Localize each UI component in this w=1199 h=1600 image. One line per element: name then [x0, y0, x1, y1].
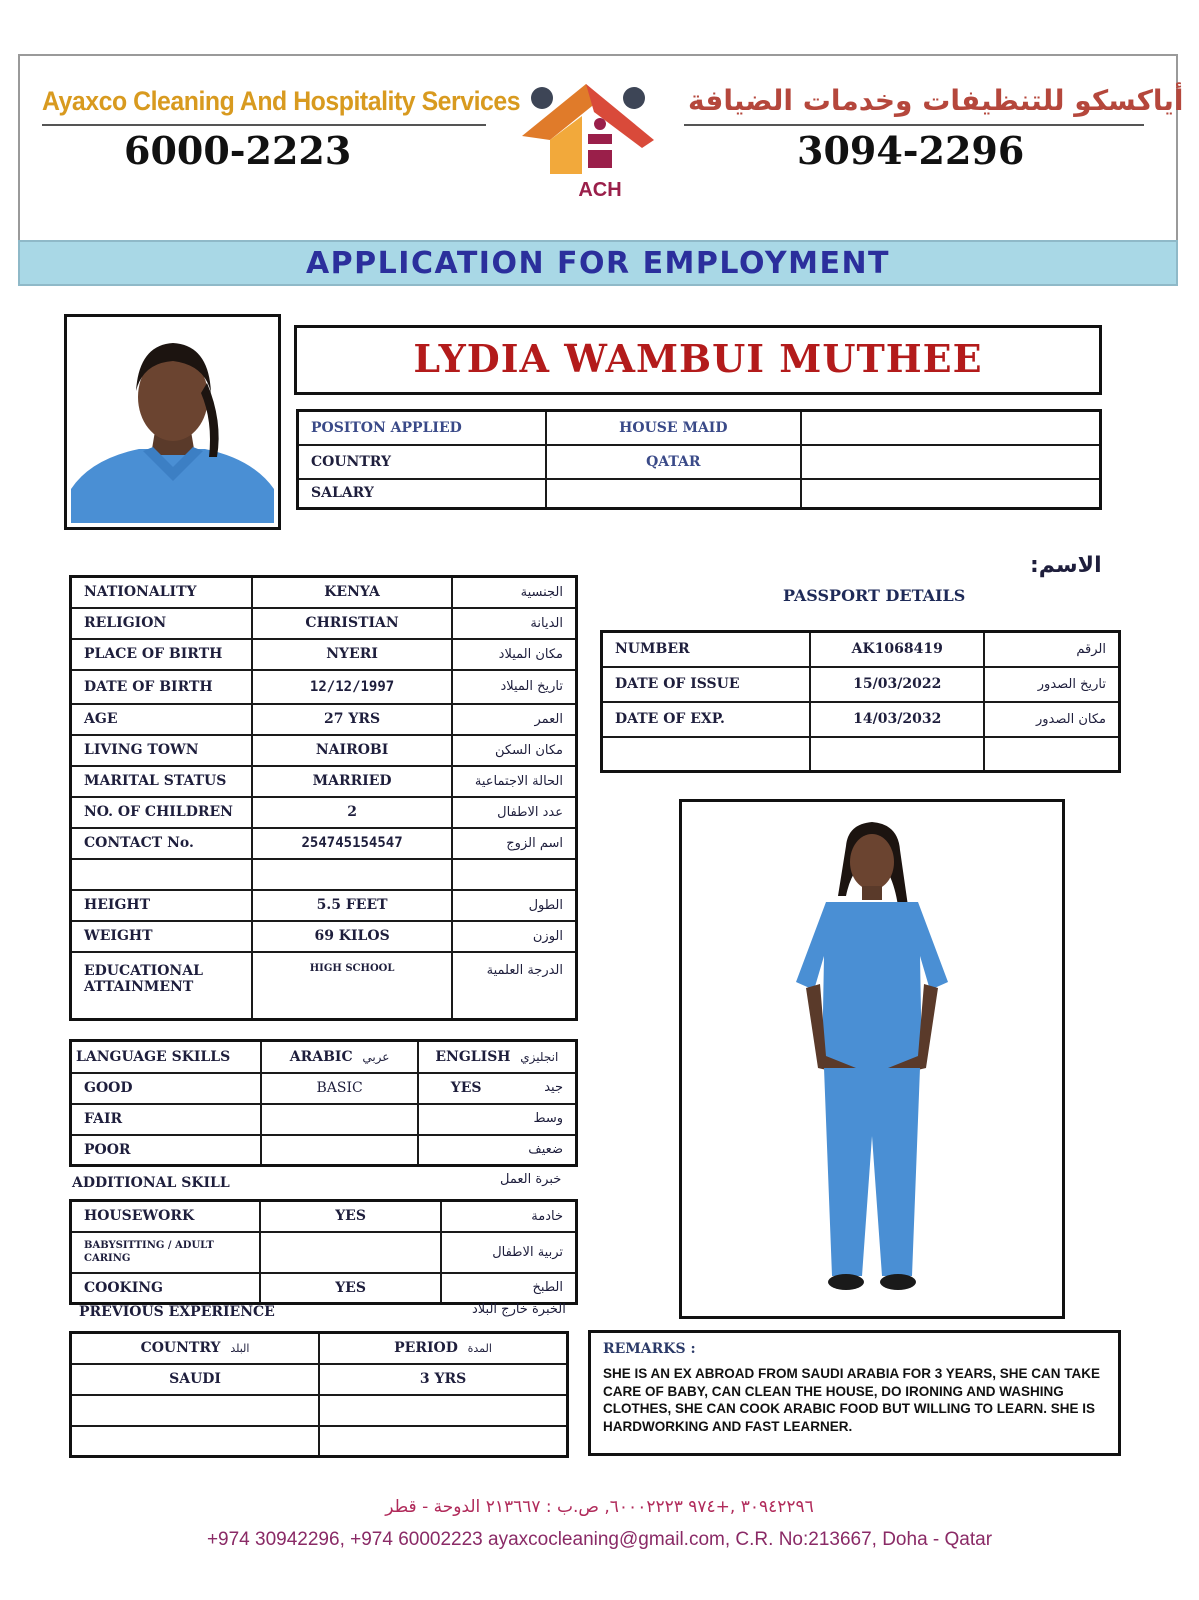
table-row — [71, 952, 577, 1020]
table-row — [298, 479, 1101, 509]
skill-label-ar: خادمة — [441, 1201, 576, 1232]
table-row — [71, 921, 577, 952]
applicant-name-box — [294, 325, 1102, 395]
title-band — [18, 240, 1178, 286]
personal-value: HIGH SCHOOL — [252, 952, 453, 1020]
portrait-photo — [64, 314, 281, 530]
figure-face — [850, 834, 894, 890]
language-header-label: LANGUAGE SKILLS — [71, 1041, 262, 1073]
exp-country-label: COUNTRY — [140, 1340, 221, 1357]
skill-label: BABYSITTING / ADULT CARING — [71, 1232, 260, 1273]
personal-label: CONTACT No. — [71, 828, 252, 859]
position-label: POSITON APPLIED — [298, 411, 546, 445]
english-ar: انجليزي — [520, 1049, 559, 1064]
arabic-ar: عربي — [362, 1049, 390, 1064]
personal-value: KENYA — [252, 577, 453, 608]
personal-label: PLACE OF BIRTH — [71, 639, 252, 670]
country-label: COUNTRY — [298, 445, 546, 479]
experience-title-ar: الخبرة خارج البلاد — [472, 1302, 566, 1317]
table-row — [71, 890, 577, 921]
passport-label: DATE OF EXP. — [602, 702, 811, 737]
personal-label-ar: مكان السكن — [452, 735, 576, 766]
position-table — [296, 409, 1102, 510]
additional-skill-table — [69, 1199, 578, 1305]
table-row — [602, 737, 1120, 772]
personal-value: CHRISTIAN — [252, 608, 453, 639]
language-level-ar: ضعيف — [528, 1141, 563, 1157]
table-row — [71, 1273, 577, 1304]
personal-details-table — [69, 575, 578, 1021]
arabic-label: ARABIC — [289, 1048, 353, 1065]
skill-label: COOKING — [71, 1273, 260, 1304]
skill-label: HOUSEWORK — [71, 1201, 260, 1232]
language-table — [69, 1039, 578, 1167]
language-level-ar: وسط — [533, 1111, 563, 1126]
personal-label: DATE OF BIRTH — [71, 670, 252, 704]
english-level-cell — [418, 1073, 577, 1104]
language-level-label: GOOD — [71, 1073, 262, 1104]
personal-value: 27 YRS — [252, 704, 453, 735]
table-row — [71, 670, 577, 704]
personal-label: LIVING TOWN — [71, 735, 252, 766]
table-row — [298, 445, 1101, 479]
personal-label-ar: الجنسية — [452, 577, 576, 608]
skill-value — [260, 1232, 441, 1273]
passport-value: AK1068419 — [810, 632, 984, 667]
personal-value: 5.5 FEET — [252, 890, 453, 921]
table-row — [71, 704, 577, 735]
passport-label-ar: الرقم — [984, 632, 1119, 667]
skill-value: YES — [260, 1201, 441, 1232]
table-row — [71, 1364, 568, 1395]
name-ar-label: الاسم: — [1030, 553, 1102, 578]
language-level-label: POOR — [71, 1135, 262, 1166]
logo-dot-left — [531, 87, 553, 109]
table-row — [602, 667, 1120, 702]
remarks-title: REMARKS : — [603, 1341, 696, 1357]
language-level-ar: جيد — [544, 1080, 563, 1095]
full-body-illustration — [686, 806, 1058, 1312]
personal-label: HEIGHT — [71, 890, 252, 921]
figure-shoe-left — [828, 1274, 864, 1290]
personal-label-ar: الديانة — [452, 608, 576, 639]
company-name-ar: أياكسكو للتنظيفات وخدمات الضيافة — [688, 84, 1184, 117]
exp-country-value: SAUDI — [71, 1364, 320, 1395]
personal-label-ar: الحالة الاجتماعية — [452, 766, 576, 797]
english-level-cell — [418, 1135, 577, 1166]
exp-period-value: 3 YRS — [319, 1364, 567, 1395]
english-level-cell — [418, 1104, 577, 1135]
english-level-value: YES — [450, 1080, 482, 1096]
personal-label: NO. OF CHILDREN — [71, 797, 252, 828]
figure-shoe-right — [880, 1274, 916, 1290]
personal-value: NYERI — [252, 639, 453, 670]
skill-label-ar: الطبخ — [441, 1273, 576, 1304]
passport-table — [600, 630, 1121, 773]
personal-label — [71, 859, 252, 890]
personal-label: WEIGHT — [71, 921, 252, 952]
table-row — [602, 632, 1120, 667]
personal-label: AGE — [71, 704, 252, 735]
logo-figure-body — [588, 134, 612, 168]
personal-label: EDUCATIONAL ATTAINMENT — [71, 952, 252, 1020]
table-row — [71, 797, 577, 828]
position-value: HOUSE MAID — [546, 411, 801, 445]
company-name-en: Ayaxco Cleaning And Hospitality Services — [42, 86, 521, 116]
logo-dot-right — [623, 87, 645, 109]
table-row — [71, 735, 577, 766]
phone-right: 3094-2296 — [797, 128, 1025, 173]
exp-period-value — [319, 1395, 567, 1426]
skill-label-ar: تربية الاطفال — [441, 1232, 576, 1273]
full-body-photo — [679, 799, 1065, 1319]
table-row — [71, 1073, 577, 1104]
personal-label: NATIONALITY — [71, 577, 252, 608]
table-row — [71, 1104, 577, 1135]
portrait-illustration — [71, 321, 274, 523]
table-row — [71, 766, 577, 797]
arabic-level-value — [261, 1104, 417, 1135]
empty-cell — [801, 411, 1101, 445]
personal-label-ar: عدد الاطفال — [452, 797, 576, 828]
personal-value — [252, 859, 453, 890]
additional-skill-title-ar: خبرة العمل — [500, 1172, 562, 1187]
divider — [42, 124, 486, 126]
english-label: ENGLISH — [435, 1048, 511, 1065]
arabic-header — [261, 1041, 417, 1073]
personal-label-ar: العمر — [452, 704, 576, 735]
personal-value: 12/12/1997 — [252, 670, 453, 704]
salary-value — [546, 479, 801, 509]
country-value: QATAR — [546, 445, 801, 479]
table-row — [71, 577, 577, 608]
personal-label-ar — [452, 859, 576, 890]
table-row — [71, 1333, 568, 1364]
skill-value: YES — [260, 1273, 441, 1304]
footer-arabic-contact: ٣٠٩٤٢٢٩٦ ,+٩٧٤ ٦٠٠٠٢٢٢٣, ص.ب : ٢١٣٦٦٧ الدوحة - قطر — [385, 1497, 814, 1517]
empty-cell — [801, 479, 1101, 509]
experience-title: PREVIOUS EXPERIENCE — [79, 1304, 275, 1320]
passport-label: NUMBER — [602, 632, 811, 667]
experience-table — [69, 1331, 569, 1458]
exp-period-ar: المدة — [467, 1342, 492, 1356]
exp-country-header — [71, 1333, 320, 1364]
exp-period-label: PERIOD — [394, 1340, 458, 1357]
language-level-label: FAIR — [71, 1104, 262, 1135]
exp-country-value — [71, 1426, 320, 1457]
exp-country-value — [71, 1395, 320, 1426]
passport-label-ar: تاريخ الصدور — [984, 667, 1119, 702]
passport-label-ar — [984, 737, 1119, 772]
personal-value: 2 — [252, 797, 453, 828]
table-row — [602, 702, 1120, 737]
personal-label-ar: الوزن — [452, 921, 576, 952]
exp-country-ar: البلد — [230, 1342, 250, 1356]
personal-value: NAIROBI — [252, 735, 453, 766]
remarks-box — [588, 1330, 1121, 1456]
passport-value: 14/03/2032 — [810, 702, 984, 737]
divider — [684, 124, 1144, 126]
applicant-name: LYDIA WAMBUI MUTHEE — [413, 336, 983, 381]
logo-figure-band — [582, 144, 618, 150]
table-row — [71, 1041, 577, 1073]
table-row — [71, 828, 577, 859]
personal-value: 254745154547 — [252, 828, 453, 859]
table-row — [71, 1201, 577, 1232]
remarks-text: SHE IS AN EX ABROAD FROM SAUDI ARABIA FOR 3 YEARS, SHE CAN TAKE CARE OF BABY, CAN CLEAN THE HOUSE, DO IRONING AND WASHING CLOTHES, SHE CAN COOK ARABIC FOOD BUT WILLING TO LEARN. SHE IS HARDWORKING AND FAST LEARNER. — [603, 1366, 1101, 1434]
figure-neck — [862, 886, 882, 900]
passport-label-ar: مكان الصدور — [984, 702, 1119, 737]
passport-label — [602, 737, 811, 772]
personal-label: RELIGION — [71, 608, 252, 639]
logo-text: ACH — [578, 179, 622, 201]
personal-label-ar: اسم الزوج — [452, 828, 576, 859]
personal-label-ar: الدرجة العلمية — [452, 952, 576, 1020]
passport-label: DATE OF ISSUE — [602, 667, 811, 702]
personal-value: MARRIED — [252, 766, 453, 797]
table-row — [71, 859, 577, 890]
additional-skill-title: ADDITIONAL SKILL — [72, 1175, 230, 1191]
arabic-level-value: BASIC — [261, 1073, 417, 1104]
personal-label-ar: الطول — [452, 890, 576, 921]
salary-label: SALARY — [298, 479, 546, 509]
exp-period-value — [319, 1426, 567, 1457]
table-row — [71, 608, 577, 639]
page-title: APPLICATION FOR EMPLOYMENT — [305, 246, 891, 281]
logo-figure-head — [594, 118, 606, 130]
phone-left: 6000-2223 — [124, 128, 352, 173]
passport-value — [810, 737, 984, 772]
table-row — [71, 1232, 577, 1273]
personal-label-ar: تاريخ الميلاد — [452, 670, 576, 704]
company-logo — [504, 78, 664, 208]
passport-value: 15/03/2022 — [810, 667, 984, 702]
passport-title: PASSPORT DETAILS — [783, 586, 966, 605]
empty-cell — [801, 445, 1101, 479]
arabic-level-value — [261, 1135, 417, 1166]
table-row — [71, 1395, 568, 1426]
personal-label-ar: مكان الميلاد — [452, 639, 576, 670]
table-row — [71, 1135, 577, 1166]
personal-label: MARITAL STATUS — [71, 766, 252, 797]
table-row — [71, 639, 577, 670]
english-header — [418, 1041, 577, 1073]
personal-value: 69 KILOS — [252, 921, 453, 952]
exp-period-header — [319, 1333, 567, 1364]
table-row — [298, 411, 1101, 445]
footer-english-contact: +974 30942296, +974 60002223 ayaxcocleaning@gmail.com, C.R. No:213667, Doha - Qatar — [206, 1529, 993, 1550]
table-row — [71, 1426, 568, 1457]
